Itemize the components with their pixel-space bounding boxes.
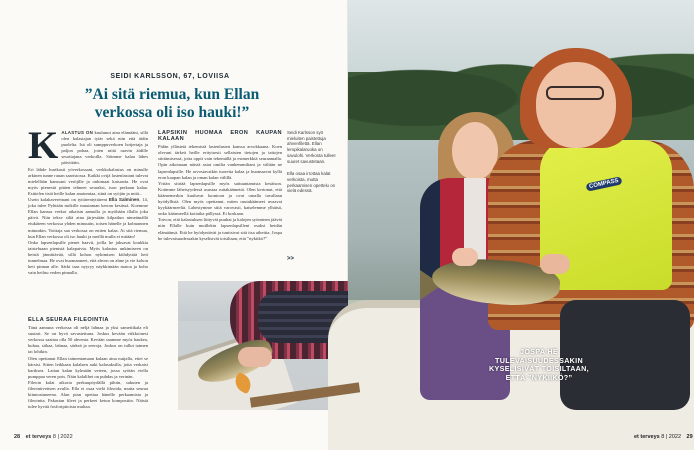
footer-right	[634, 434, 693, 440]
paragraph: Eri lähde hurikasti yöverkossani, verkkokalastus on minulle arkinen tunne rauan saaristossa. Kaikki ovijä lastenlastani tulevat mielellään kanssani veröjille ja onkimaat katsastta. He ovat myös pienestä pitäen tehneet seuraksi, ison perkaan kalaa. Esittelen itsiä heille kalan anatomiaa, siinä on syöjän ja mitä...	[28, 166, 148, 196]
paragraph: Fileoin kalat aikoria perkuupöydällä pihiin, sakuten ja fileointiveitsen avulla. Ella ei osaa vielä fileoida, mutta seuraa kiinnostuneena. Alan pian opettaa hänelle perkaamista ja fileointia. Pakastan fileet ja perkeet ketun kompostiin. Näistä tulee hyvää fosforipitoista multaa.	[28, 379, 148, 410]
photo-caption: Seidi Karlsson syö mieluiten paistettuja ahvenfilettä. Ellan lempikalaruoka on savulohi. Verkosta tulleet suuret savustetaan.	[287, 130, 336, 164]
headline: ”Ai sitä riemua, kun Ellan verkossa oli iso hauki!”	[84, 86, 260, 121]
magazine-name: et terveys	[25, 434, 52, 440]
caption-column	[287, 130, 337, 194]
body-column-1b	[28, 313, 148, 410]
person-name: Ella Salminen	[108, 197, 140, 203]
lead-in: ALASTUS ON	[61, 130, 94, 135]
woman-face	[536, 62, 616, 148]
photo-caption: Ella osaa irrottaa kalat verkoista, mutta perkaamisen opettelu on vielä edessä.	[287, 171, 336, 194]
page-number: 28	[14, 434, 21, 440]
footer-left	[14, 434, 73, 440]
subheading: LAPSIKIN HUOMAA ERON KAUPAN KALAAN	[158, 130, 282, 143]
dropcap: K	[28, 124, 59, 167]
paragraph: Yritän siirtää lapsenlapsille myös saituuntamista kesäison. Kotimme läheisyydessä asustaa ruttakäämettä. Olen kertonut, että käämemerkin kuuluvat luontoon ja ovat omalla tavallaan hyödyllisiä. Olen myös opettanut, miten ruutakäämeet uvaavat kyykäärmeeltä. Lahestymme siitä varovasti, katselemme ylhäisä, onko käärmeellä kotiaika pällyssä. Ei koskaan.	[158, 180, 282, 217]
issue-number: 8 | 2022	[52, 434, 73, 440]
vest-logo: COMPASS	[586, 176, 623, 191]
paragraph: Tänä aamuna verkossa oli neljä lahnaa ja yksi samettikala eli suutari. Se on hyvä savustettuna. Joskus kevään viikkoinesi verkossa saattaa olla 50 ahventa. Kevään saamme myös haukea, kuhaa, siikaa, lahnaa, särkeä ja seeroja. Joskus on tullut taimen tai lohikin.	[28, 325, 148, 355]
issue-number: 8 | 2022	[661, 434, 681, 440]
paragraph: Toivon, että kalastuksen liittyvät puuhat ja kalojen syöminen jäävät niin Ellalle kuin muillekin lapsenlapsilleni osaksi heidän elämäänsä. Että he hyödyntävät ja tuntisivat sitä itsa aiheitta. Jospa he tulevaisuudessakin kyselisivät toisiltaan, että ”nykiikö?”	[158, 217, 282, 241]
paragraph: Pidän yllästetä tekemistä lastenlasten kanssa arvokkaana. Koen olevani tärkeä heille erityisesti sellaisten tietojen ja taitojen siirtämisessä, jotta oppii vain tekemällä ja esimerkkiä seuraamalla. Opin aikoinaan näistä asiat omilta vanhemmiltani ja välitän ne lapsenlapsille. He arvostavatkin tuoretta kalaa ja huomaavat kyllä eron kaupan kalan ja oman kalan välillä.	[158, 144, 282, 180]
page-number: 29	[686, 434, 693, 440]
pull-quote: JOSPA HE TULEVAISUUDESSAKIN KYSELISIVÄT TOISILTAAN, ETTÄ ”NYKIIKÖ?”	[489, 347, 589, 382]
paragraph	[28, 197, 148, 240]
body-column-2	[158, 130, 282, 242]
body-column-1	[28, 124, 149, 276]
magazine-name: et terveys	[634, 434, 660, 440]
byline: SEIDI KARLSSON, 67, LOVIISA	[110, 73, 230, 80]
paragraph-text: Usein kalakavereinani on tyttärentyttäreni	[28, 197, 109, 203]
paragraph-text: , 14, joka tulee Pyhtään mökille muutaman kerran kesässä. Koemme Ellan kanssa verkot aikaisin aamulla ja myöhään illalla joka päivä. Niin teksv siltä aina järjestään kilpailun nimeämällä etukäteen verkossa yhden minuutin, toisen hänelle ja kolmannen minunkin. Voittaja saa verkossa on eniten kalaa. Ai sitä riemua, kun Ellan verkossa oli iso hauki ja meillä mulla ei mitään!	[28, 197, 148, 239]
paragraph-text: kuulunut aina elämääni, sillä olen kalastajan tytär sekä niin että äidin puolelta. Isä oli sumppuverkoen hoijertaja ja paljon pohaa, joten niitä raavin äidille sesottajana verkoilla. Söimme kalaa lähes päivittäin.	[61, 130, 149, 166]
paragraph: Olen opettanut Ellan taimentamaan kalaan aina nuijalla, ettei se kärsisi. Sitten leikkaan kalalaen auki kalasaksilla, jotta verkaisi kariksea. Laitan kalan kylmään veteen, jossa syötän viella pumppaa veren pois. Näin kalalihet on puhdas ja verinän.	[28, 355, 148, 379]
paragraph: Onko lapsenlapsille pienet haavit, joilla he jaksavat koukkia taisteluaan pienistä kalapatvta. Myös kalastus unkimiseen on heistä jännittävää, sillä kohon nykimisen kiihdyttää heti tunnelmaa. He ovat huomanneet, että ahven on ahne ja vie kohon heti pinnan alle. Särki taas nyyryy näykkimään matoa ja koho vain heiluu veden pinnalla.	[28, 239, 148, 276]
continue-arrow: >>	[287, 256, 295, 262]
glasses-icon	[546, 86, 604, 100]
subheading: ELLA SEURAA FILEOINTIA	[28, 317, 109, 323]
